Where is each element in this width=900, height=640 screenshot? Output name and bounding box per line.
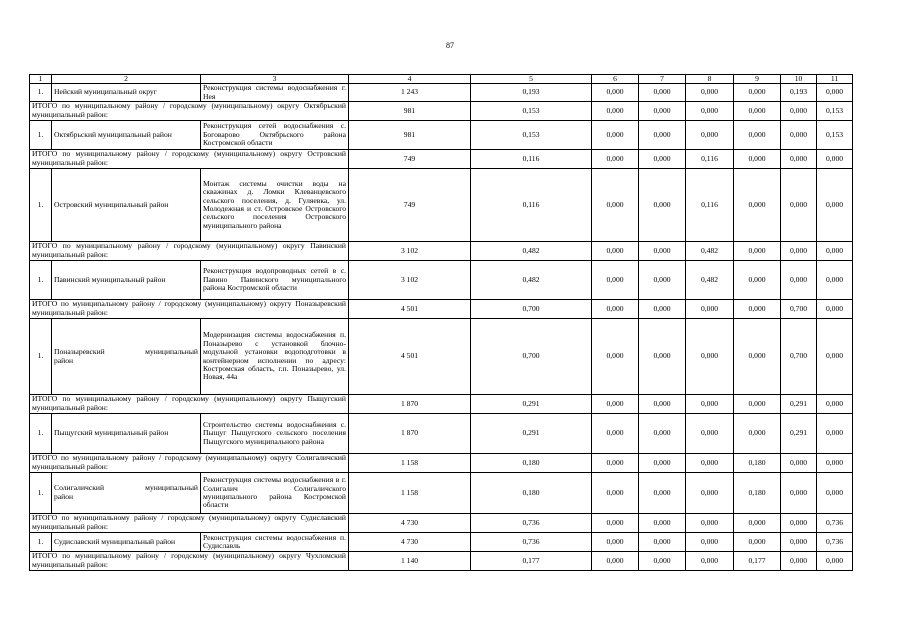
municipality-name: Судиславский муниципальный район <box>52 533 201 552</box>
value-col-7: 0,000 <box>639 242 686 261</box>
value-col-6: 0,000 <box>592 242 639 261</box>
value-col-6: 0,000 <box>592 300 639 319</box>
value-col-4: 4 501 <box>349 319 471 395</box>
value-col-8: 0,000 <box>686 552 734 571</box>
value-col-5: 0,116 <box>471 169 592 242</box>
value-col-11: 0,736 <box>817 514 853 533</box>
value-col-4: 1 243 <box>349 84 471 102</box>
value-col-4: 981 <box>349 102 471 121</box>
value-col-5: 0,193 <box>471 84 592 102</box>
item-row <box>30 414 853 454</box>
header-cell: 6 <box>592 75 639 84</box>
municipality-name <box>52 319 201 395</box>
municipality-name-part: район <box>54 355 74 365</box>
municipality-name: Нейский муниципальный округ <box>52 84 201 102</box>
value-col-8: 0,000 <box>686 300 734 319</box>
value-col-9: 0,180 <box>734 473 781 514</box>
value-col-11: 0,000 <box>817 414 853 454</box>
municipality-name: Павинский муниципальный район <box>52 261 201 300</box>
value-col-11: 0,000 <box>817 150 853 169</box>
value-col-7: 0,000 <box>639 533 686 552</box>
municipality-name-part: Солигаличский <box>54 483 105 493</box>
header-cell: 8 <box>686 75 734 84</box>
value-col-6: 0,000 <box>592 552 639 571</box>
subtotal-row <box>30 552 853 571</box>
value-col-11: 0,153 <box>817 102 853 121</box>
subtotal-row <box>30 150 853 169</box>
value-col-5: 0,291 <box>471 395 592 414</box>
value-col-5: 0,291 <box>471 414 592 454</box>
value-col-5: 0,116 <box>471 150 592 169</box>
value-col-9: 0,000 <box>734 169 781 242</box>
value-col-4: 1 870 <box>349 414 471 454</box>
page-number: 87 <box>446 41 454 50</box>
item-row <box>30 473 853 514</box>
value-col-7: 0,000 <box>639 552 686 571</box>
value-col-7: 0,000 <box>639 473 686 514</box>
value-col-4: 4 730 <box>349 514 471 533</box>
value-col-6: 0,000 <box>592 102 639 121</box>
value-col-5: 0,177 <box>471 552 592 571</box>
value-col-10: 0,000 <box>781 150 817 169</box>
value-col-11: 0,736 <box>817 533 853 552</box>
project-description: Строительство системы водоснабжения с. Пыщуг Пыщугского сельского поселения Пыщугского муниципального района <box>201 414 349 454</box>
value-col-5: 0,736 <box>471 533 592 552</box>
value-col-11: 0,000 <box>817 84 853 102</box>
value-col-7: 0,000 <box>639 169 686 242</box>
row-number: 1. <box>30 169 52 242</box>
value-col-7: 0,000 <box>639 84 686 102</box>
subtotal-label: ИТОГО по муниципальному району / городскому (муниципальному) округу Поназыревский муниципальный район: <box>30 300 349 319</box>
item-row <box>30 121 853 150</box>
subtotal-label: ИТОГО по муниципальному району / городскому (муниципальному) округу Октябрьский муниципальный район: <box>30 102 349 121</box>
header-cell: 10 <box>781 75 817 84</box>
value-col-11: 0,000 <box>817 395 853 414</box>
project-description: Модернизация системы водоснабжения п. Поназырево с установкой блочно-модульной установки водоподготовки в контейнерном исполнении по адресу: Костромская область, г.п. Поназырево, ул. Новая, 44а <box>201 319 349 395</box>
item-row <box>30 84 853 102</box>
value-col-10: 0,000 <box>781 552 817 571</box>
value-col-8: 0,000 <box>686 514 734 533</box>
value-col-5: 0,736 <box>471 514 592 533</box>
value-col-5: 0,700 <box>471 319 592 395</box>
value-col-5: 0,482 <box>471 242 592 261</box>
value-col-6: 0,000 <box>592 121 639 150</box>
value-col-10: 0,000 <box>781 533 817 552</box>
value-col-9: 0,000 <box>734 121 781 150</box>
project-description: Реконструкция системы водоснабжения в г. Солигалич Солигаличского муниципального района Костромской области <box>201 473 349 514</box>
item-row <box>30 169 853 242</box>
header-cell: 2 <box>52 75 201 84</box>
row-number: 1. <box>30 533 52 552</box>
value-col-6: 0,000 <box>592 169 639 242</box>
row-number: 1. <box>30 473 52 514</box>
value-col-11: 0,000 <box>817 242 853 261</box>
value-col-5: 0,180 <box>471 473 592 514</box>
subtotal-label: ИТОГО по муниципальному району / городскому (муниципальному) округу Павинский муниципальный район: <box>30 242 349 261</box>
subtotal-row <box>30 300 853 319</box>
row-number: 1. <box>30 414 52 454</box>
value-col-6: 0,000 <box>592 84 639 102</box>
value-col-4: 1 158 <box>349 454 471 473</box>
value-col-9: 0,000 <box>734 533 781 552</box>
subtotal-row <box>30 102 853 121</box>
value-col-11: 0,000 <box>817 552 853 571</box>
value-col-9: 0,177 <box>734 552 781 571</box>
value-col-11: 0,000 <box>817 300 853 319</box>
row-number: 1. <box>30 261 52 300</box>
value-col-4: 1 870 <box>349 395 471 414</box>
value-col-9: 0,180 <box>734 454 781 473</box>
value-col-8: 0,482 <box>686 242 734 261</box>
value-col-6: 0,000 <box>592 150 639 169</box>
subtotal-label: ИТОГО по муниципальному району / городскому (муниципальному) округу Чухломский муниципальный район: <box>30 552 349 571</box>
value-col-5: 0,180 <box>471 454 592 473</box>
value-col-7: 0,000 <box>639 121 686 150</box>
municipality-name: Октябрьский муниципальный район <box>52 121 201 150</box>
value-col-9: 0,000 <box>734 84 781 102</box>
value-col-8: 0,000 <box>686 454 734 473</box>
header-row <box>30 75 853 84</box>
value-col-11: 0,000 <box>817 261 853 300</box>
value-col-8: 0,000 <box>686 121 734 150</box>
row-number: 1. <box>30 319 52 395</box>
value-col-5: 0,700 <box>471 300 592 319</box>
project-description: Реконструкция системы водоснабжения г. Нея <box>201 84 349 102</box>
value-col-9: 0,000 <box>734 514 781 533</box>
header-cell: 7 <box>639 75 686 84</box>
municipality-name: Пыщугский муниципальный район <box>52 414 201 454</box>
value-col-4: 3 102 <box>349 242 471 261</box>
municipality-name-line <box>54 348 198 357</box>
value-col-11: 0,000 <box>817 454 853 473</box>
value-col-10: 0,000 <box>781 514 817 533</box>
value-col-10: 0,291 <box>781 395 817 414</box>
value-col-8: 0,000 <box>686 473 734 514</box>
value-col-9: 0,000 <box>734 150 781 169</box>
value-col-10: 0,193 <box>781 84 817 102</box>
item-row <box>30 319 853 395</box>
subtotal-label: ИТОГО по муниципальному району / городскому (муниципальному) округу Судиславский муниципальный район: <box>30 514 349 533</box>
municipality-name-part: район <box>54 492 74 501</box>
subtotal-row <box>30 242 853 261</box>
value-col-10: 0,700 <box>781 319 817 395</box>
value-col-8: 0,482 <box>686 261 734 300</box>
value-col-8: 0,000 <box>686 395 734 414</box>
value-col-4: 1 158 <box>349 473 471 514</box>
value-col-9: 0,000 <box>734 102 781 121</box>
municipality-name-line <box>54 484 198 493</box>
value-col-7: 0,000 <box>639 454 686 473</box>
value-col-6: 0,000 <box>592 473 639 514</box>
value-col-10: 0,000 <box>781 102 817 121</box>
value-col-10: 0,700 <box>781 300 817 319</box>
value-col-9: 0,000 <box>734 242 781 261</box>
value-col-10: 0,291 <box>781 414 817 454</box>
subtotal-row <box>30 454 853 473</box>
value-col-8: 0,000 <box>686 533 734 552</box>
value-col-4: 749 <box>349 150 471 169</box>
value-col-7: 0,000 <box>639 102 686 121</box>
value-col-9: 0,000 <box>734 300 781 319</box>
value-col-6: 0,000 <box>592 514 639 533</box>
value-col-10: 0,000 <box>781 169 817 242</box>
funding-table <box>29 74 853 571</box>
value-col-10: 0,000 <box>781 473 817 514</box>
value-col-8: 0,000 <box>686 84 734 102</box>
value-col-8: 0,116 <box>686 150 734 169</box>
value-col-6: 0,000 <box>592 319 639 395</box>
municipality-name-part: муниципальный <box>145 346 198 356</box>
value-col-7: 0,000 <box>639 319 686 395</box>
value-col-4: 3 102 <box>349 261 471 300</box>
item-row <box>30 261 853 300</box>
value-col-10: 0,000 <box>781 454 817 473</box>
value-col-6: 0,000 <box>592 454 639 473</box>
value-col-8: 0,000 <box>686 319 734 395</box>
item-row <box>30 533 853 552</box>
subtotal-row <box>30 514 853 533</box>
value-col-6: 0,000 <box>592 414 639 454</box>
value-col-5: 0,153 <box>471 121 592 150</box>
header-cell: 5 <box>471 75 592 84</box>
value-col-7: 0,000 <box>639 300 686 319</box>
value-col-11: 0,000 <box>817 473 853 514</box>
value-col-7: 0,000 <box>639 150 686 169</box>
municipality-name-part: муниципальный <box>145 483 198 493</box>
value-col-11: 0,000 <box>817 319 853 395</box>
value-col-9: 0,000 <box>734 319 781 395</box>
value-col-7: 0,000 <box>639 514 686 533</box>
project-description: Реконструкция сетей водоснабжения с. Боговарово Октябрьского района Костромской области <box>201 121 349 150</box>
row-number: 1. <box>30 84 52 102</box>
value-col-6: 0,000 <box>592 395 639 414</box>
subtotal-row <box>30 395 853 414</box>
value-col-7: 0,000 <box>639 414 686 454</box>
subtotal-label: ИТОГО по муниципальному району / городскому (муниципальному) округу Солигаличский муниципальный район: <box>30 454 349 473</box>
value-col-9: 0,000 <box>734 414 781 454</box>
value-col-4: 749 <box>349 169 471 242</box>
subtotal-label: ИТОГО по муниципальному району / городскому (муниципальному) округу Пыщугский муниципальный район: <box>30 395 349 414</box>
value-col-4: 4 501 <box>349 300 471 319</box>
header-cell: 11 <box>817 75 853 84</box>
value-col-10: 0,000 <box>781 242 817 261</box>
municipality-name: Островский муниципальный район <box>52 169 201 242</box>
project-description: Монтаж системы очистки воды на скважинах д. Ломки Клеванцевского сельского поселения, д. Гуляевка, ул. Молодежная и ст. Островское Островского сельского поселения Островского муниципального района <box>201 169 349 242</box>
header-cell: 4 <box>349 75 471 84</box>
project-description: Реконструкция системы водоснабжения п. Судиславль <box>201 533 349 552</box>
subtotal-label: ИТОГО по муниципальному району / городскому (муниципальному) округу Островский муниципальный район: <box>30 150 349 169</box>
value-col-10: 0,000 <box>781 121 817 150</box>
municipality-name <box>52 473 201 514</box>
value-col-6: 0,000 <box>592 261 639 300</box>
value-col-8: 0,000 <box>686 102 734 121</box>
value-col-5: 0,153 <box>471 102 592 121</box>
project-description: Реконструкция водопроводных сетей в с. Павино Павинского муниципального района Костромской области <box>201 261 349 300</box>
value-col-4: 4 730 <box>349 533 471 552</box>
municipality-name-part: Поназыревский <box>54 346 105 356</box>
header-cell: 3 <box>201 75 349 84</box>
row-number: 1. <box>30 121 52 150</box>
value-col-4: 1 140 <box>349 552 471 571</box>
value-col-7: 0,000 <box>639 395 686 414</box>
header-cell: 1 <box>30 75 52 84</box>
value-col-8: 0,116 <box>686 169 734 242</box>
value-col-7: 0,000 <box>639 261 686 300</box>
value-col-4: 981 <box>349 121 471 150</box>
value-col-10: 0,000 <box>781 261 817 300</box>
header-cell: 9 <box>734 75 781 84</box>
value-col-11: 0,153 <box>817 121 853 150</box>
value-col-9: 0,000 <box>734 261 781 300</box>
value-col-8: 0,000 <box>686 414 734 454</box>
value-col-11: 0,000 <box>817 169 853 242</box>
value-col-9: 0,000 <box>734 395 781 414</box>
value-col-5: 0,482 <box>471 261 592 300</box>
value-col-6: 0,000 <box>592 533 639 552</box>
